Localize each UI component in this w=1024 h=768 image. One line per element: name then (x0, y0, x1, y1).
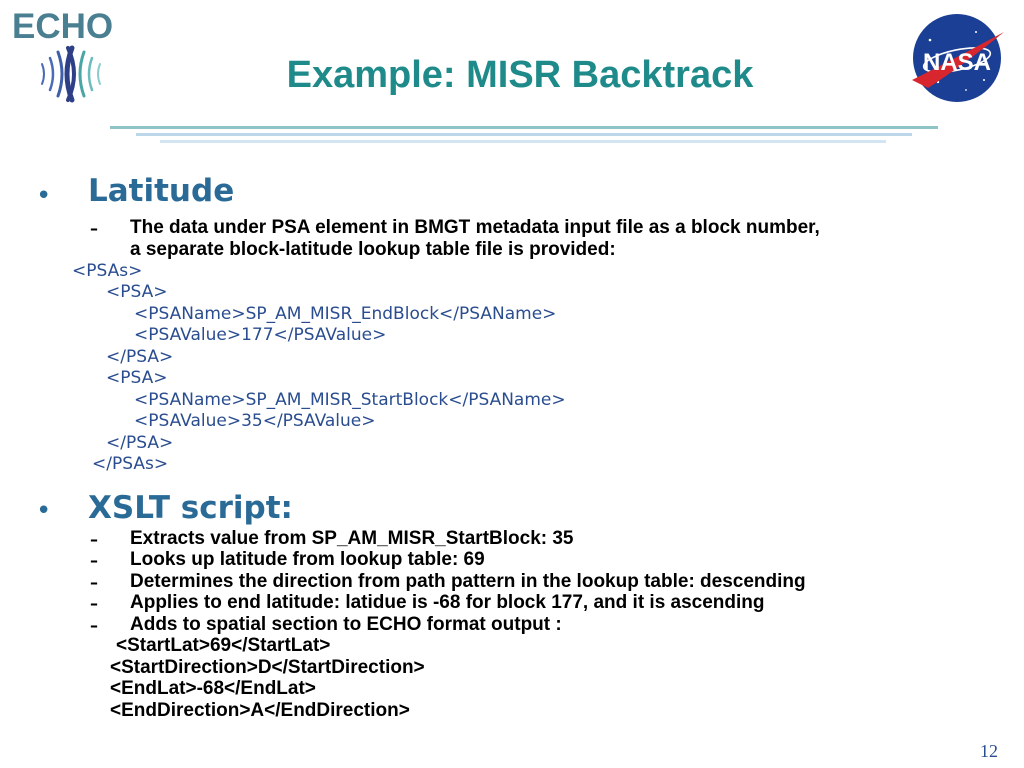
dash-marker: – (90, 616, 98, 635)
svg-text:ECHO: ECHO (12, 7, 114, 46)
output-line: <EndLat>-68</EndLat> (110, 678, 316, 699)
bullet-latitude: • (36, 181, 52, 211)
heading-xslt-script: XSLT script: (88, 490, 293, 526)
xslt-step: Applies to end latitude: latidue is -68 for block 177, and it is ascending (130, 592, 765, 613)
xslt-step: Determines the direction from path pattern in the lookup table: descending (130, 571, 806, 592)
xslt-step: Extracts value from SP_AM_MISR_StartBlock: 35 (130, 528, 574, 549)
page-number: 12 (980, 741, 998, 761)
heading-latitude: Latitude (88, 173, 235, 209)
code-line: <PSAs> (72, 261, 143, 281)
code-line: <PSAValue>35</PSAValue> (134, 411, 376, 431)
page-title: Example: MISR Backtrack (286, 54, 754, 96)
xslt-step: Looks up latitude from lookup table: 69 (130, 549, 485, 570)
code-line: <PSAName>SP_AM_MISR_EndBlock</PSAName> (134, 304, 557, 324)
dash-marker: – (90, 594, 98, 613)
output-line: <EndDirection>A</EndDirection> (110, 700, 410, 721)
code-line: <PSA> (106, 282, 168, 302)
code-line: </PSA> (106, 347, 174, 367)
latitude-description-line: a separate block-latitude lookup table file is provided: (130, 239, 616, 260)
dash-marker: – (90, 573, 98, 592)
title-divider-1 (110, 126, 938, 129)
code-line: <PSAName>SP_AM_MISR_StartBlock</PSAName> (134, 390, 566, 410)
code-line: </PSAs> (92, 454, 169, 474)
dash-marker: – (90, 551, 98, 570)
output-line: <StartLat>69</StartLat> (116, 635, 331, 656)
code-line: <PSAValue>177</PSAValue> (134, 325, 387, 345)
svg-text:NASA: NASA (922, 49, 992, 76)
title-divider-3 (160, 140, 886, 143)
code-line: <PSA> (106, 368, 168, 388)
bullet-xslt: • (36, 496, 52, 526)
dash-marker: – (90, 219, 98, 238)
code-line: </PSA> (106, 433, 174, 453)
latitude-description-line: The data under PSA element in BMGT metadata input file as a block number, (130, 217, 820, 238)
xslt-step: Adds to spatial section to ECHO format output : (130, 614, 562, 635)
dash-marker: – (90, 530, 98, 549)
title-divider-2 (136, 133, 912, 136)
output-line: <StartDirection>D</StartDirection> (110, 657, 425, 678)
